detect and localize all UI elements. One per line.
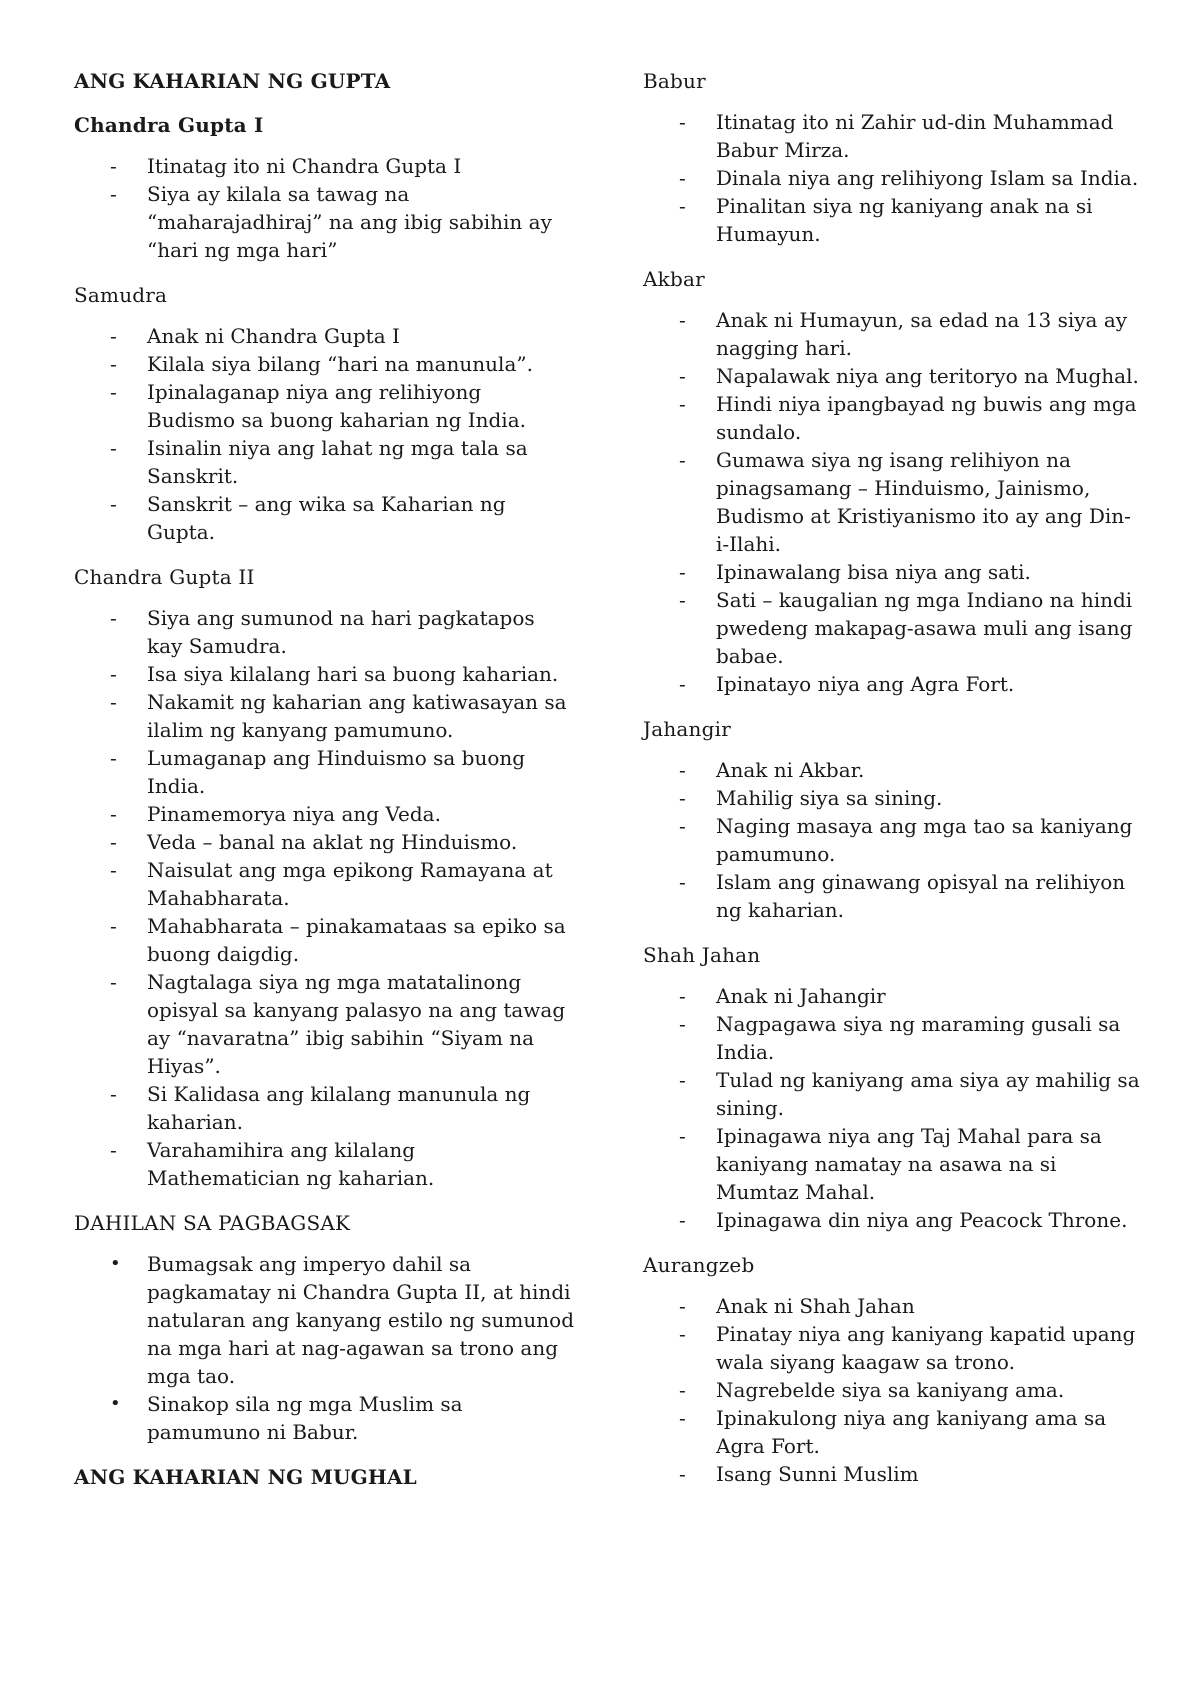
list-item	[643, 868, 1143, 924]
list-item-text: Bumagsak ang imperyo dahil sa pagkamatay ni Chandra Gupta II, at hindi natularan ang kanyang estilo ng sumunod na mga hari at nag-agawan sa trono ang mga tao.	[147, 1252, 575, 1388]
list-item	[74, 856, 574, 912]
list-item	[74, 152, 574, 180]
list-marker: -	[110, 914, 117, 938]
list-marker: -	[110, 830, 117, 854]
section-heading-chandra-gupta-i: Chandra Gupta I	[74, 113, 264, 137]
list-marker: -	[110, 1138, 117, 1162]
list-item-text: Nagrebelde siya sa kaniyang ama.	[716, 1378, 1065, 1402]
list-item-text: Pinamemorya niya ang Veda.	[147, 802, 441, 826]
list-marker: -	[679, 984, 686, 1008]
list-item	[643, 446, 1143, 558]
list-marker: -	[679, 1322, 686, 1346]
list-item	[643, 1460, 1143, 1488]
list-item-text: Mahabharata – pinakamataas sa epiko sa buong daigdig.	[147, 914, 566, 966]
list-item	[74, 378, 574, 434]
list-item-text: Isang Sunni Muslim	[716, 1462, 919, 1486]
list-marker: -	[679, 588, 686, 612]
list-item-text: Anak ni Jahangir	[716, 984, 886, 1008]
list-marker: -	[110, 690, 117, 714]
list-item-text: Itinatag ito ni Chandra Gupta I	[147, 154, 462, 178]
list-item-text: Ipinalaganap niya ang relihiyong Budismo sa buong kaharian ng India.	[147, 380, 526, 432]
list-item-text: Mahilig siya sa sining.	[716, 786, 943, 810]
list-item-text: Dinala niya ang relihiyong Islam sa India.	[716, 166, 1139, 190]
list-item	[643, 390, 1143, 446]
list-marker: -	[110, 154, 117, 178]
list-marker: -	[110, 324, 117, 348]
section-list-shah-jahan	[643, 982, 1143, 1234]
list-marker: •	[110, 1393, 121, 1414]
list-item	[643, 362, 1143, 390]
list-item	[643, 1206, 1143, 1234]
list-marker: -	[679, 1294, 686, 1318]
section-heading-akbar: Akbar	[643, 267, 705, 291]
list-item	[643, 812, 1143, 868]
list-item-text: Islam ang ginawang opisyal na relihiyon ng kaharian.	[716, 870, 1126, 922]
list-item-text: Varahamihira ang kilalang Mathematician ng kaharian.	[147, 1138, 435, 1190]
list-marker: -	[110, 746, 117, 770]
list-marker: •	[110, 1253, 121, 1274]
list-item	[643, 784, 1143, 812]
section-heading-babur: Babur	[643, 69, 706, 93]
list-marker: -	[110, 182, 117, 206]
list-item-text: Veda – banal na aklat ng Hinduismo.	[147, 830, 518, 854]
list-marker: -	[679, 194, 686, 218]
list-item-text: Sanskrit – ang wika sa Kaharian ng Gupta.	[147, 492, 506, 544]
list-marker: -	[679, 814, 686, 838]
list-item	[643, 1010, 1143, 1066]
section-heading-shah-jahan: Shah Jahan	[643, 943, 761, 967]
list-item	[643, 670, 1143, 698]
list-item	[74, 800, 574, 828]
list-item	[643, 558, 1143, 586]
section-list-chandra-gupta-i	[74, 152, 574, 264]
list-marker: -	[679, 364, 686, 388]
list-item	[643, 1292, 1143, 1320]
list-marker: -	[110, 606, 117, 630]
list-marker: -	[679, 392, 686, 416]
list-item	[74, 744, 574, 800]
list-item-text: Ipinagawa niya ang Taj Mahal para sa kaniyang namatay na asawa na si Mumtaz Mahal.	[716, 1124, 1102, 1204]
section-heading-ang-kaharian-ng-mughal: ANG KAHARIAN NG MUGHAL	[74, 1465, 417, 1489]
list-item	[74, 828, 574, 856]
section-list-babur	[643, 108, 1143, 248]
list-item-text: Ipinatayo niya ang Agra Fort.	[716, 672, 1015, 696]
list-item	[643, 982, 1143, 1010]
list-item-text: Kilala siya bilang “hari na manunula”.	[147, 352, 533, 376]
list-marker: -	[679, 110, 686, 134]
list-marker: -	[679, 1208, 686, 1232]
list-item	[74, 912, 574, 968]
list-item-text: Nagtalaga siya ng mga matatalinong opisyal sa kanyang palasyo na ang tawag ay “navaratna” ibig sabihin “Siyam na Hiyas”.	[147, 970, 566, 1078]
list-marker: -	[679, 1068, 686, 1092]
list-item	[643, 586, 1143, 670]
list-item-text: Siya ay kilala sa tawag na “maharajadhiraj” na ang ibig sabihin ay “hari ng mga hari”	[147, 182, 552, 262]
list-item-text: Gumawa siya ng isang relihiyon na pinagsamang – Hinduismo, Jainismo, Budismo at Kristiyanismo ito ay ang Din-i-Ilahi.	[716, 448, 1131, 556]
list-item	[643, 1320, 1143, 1376]
list-marker: -	[110, 858, 117, 882]
section-heading-aurangzeb: Aurangzeb	[643, 1253, 755, 1277]
list-item	[74, 180, 574, 264]
list-item	[74, 1390, 574, 1446]
list-item	[643, 756, 1143, 784]
list-item-text: Itinatag ito ni Zahir ud-din Muhammad Babur Mirza.	[716, 110, 1114, 162]
section-list-aurangzeb	[643, 1292, 1143, 1488]
list-marker: -	[679, 1012, 686, 1036]
list-marker: -	[679, 1406, 686, 1430]
list-item-text: Pinalitan siya ng kaniyang anak na si Humayun.	[716, 194, 1093, 246]
list-item	[74, 322, 574, 350]
list-marker: -	[679, 560, 686, 584]
section-list-samudra	[74, 322, 574, 546]
list-marker: -	[110, 436, 117, 460]
list-item-text: Lumaganap ang Hinduismo sa buong India.	[147, 746, 526, 798]
list-item	[74, 604, 574, 660]
list-marker: -	[110, 380, 117, 404]
list-marker: -	[679, 758, 686, 782]
list-item-text: Isa siya kilalang hari sa buong kaharian.	[147, 662, 559, 686]
list-item	[643, 1066, 1143, 1122]
list-marker: -	[110, 1082, 117, 1106]
section-list-chandra-gupta-ii	[74, 604, 574, 1192]
section-heading-dahilan-sa-pagbagsak: DAHILAN SA PAGBAGSAK	[74, 1211, 351, 1235]
list-item	[74, 968, 574, 1080]
list-item-text: Nagpagawa siya ng maraming gusali sa India.	[716, 1012, 1121, 1064]
list-item-text: Naging masaya ang mga tao sa kaniyang pamumuno.	[716, 814, 1133, 866]
list-marker: -	[110, 662, 117, 686]
right-column	[643, 66, 1143, 1504]
list-item-text: Sinakop sila ng mga Muslim sa pamumuno ni Babur.	[147, 1392, 463, 1444]
section-heading-jahangir: Jahangir	[643, 717, 731, 741]
list-item	[74, 434, 574, 490]
list-item	[74, 1080, 574, 1136]
list-item	[74, 688, 574, 744]
list-item	[643, 108, 1143, 164]
list-item	[74, 1250, 574, 1390]
left-column	[74, 66, 574, 1504]
list-item-text: Pinatay niya ang kaniyang kapatid upang wala siyang kaagaw sa trono.	[716, 1322, 1136, 1374]
list-item	[74, 1136, 574, 1192]
list-marker: -	[110, 352, 117, 376]
list-marker: -	[679, 672, 686, 696]
list-marker: -	[679, 1124, 686, 1148]
list-item	[74, 660, 574, 688]
list-item-text: Ipinawalang bisa niya ang sati.	[716, 560, 1031, 584]
list-item	[643, 1404, 1143, 1460]
list-item-text: Ipinakulong niya ang kaniyang ama sa Agra Fort.	[716, 1406, 1107, 1458]
list-marker: -	[110, 802, 117, 826]
list-item	[643, 1376, 1143, 1404]
list-item-text: Tulad ng kaniyang ama siya ay mahilig sa sining.	[716, 1068, 1140, 1120]
list-item	[74, 490, 574, 546]
section-heading-samudra: Samudra	[74, 283, 168, 307]
list-marker: -	[679, 1378, 686, 1402]
list-item	[643, 164, 1143, 192]
list-item-text: Anak ni Akbar.	[716, 758, 865, 782]
section-list-dahilan-sa-pagbagsak	[74, 1250, 574, 1446]
list-item-text: Anak ni Shah Jahan	[716, 1294, 915, 1318]
list-item-text: Napalawak niya ang teritoryo na Mughal.	[716, 364, 1139, 388]
section-list-jahangir	[643, 756, 1143, 924]
list-item-text: Anak ni Humayun, sa edad na 13 siya ay nagging hari.	[716, 308, 1128, 360]
list-item-text: Hindi niya ipangbayad ng buwis ang mga sundalo.	[716, 392, 1137, 444]
list-item-text: Nakamit ng kaharian ang katiwasayan sa ilalim ng kanyang pamumuno.	[147, 690, 567, 742]
list-item	[643, 306, 1143, 362]
list-item	[643, 192, 1143, 248]
list-marker: -	[110, 970, 117, 994]
list-marker: -	[110, 492, 117, 516]
section-heading-chandra-gupta-ii: Chandra Gupta II	[74, 565, 255, 589]
list-item-text: Si Kalidasa ang kilalang manunula ng kaharian.	[147, 1082, 531, 1134]
list-marker: -	[679, 166, 686, 190]
list-marker: -	[679, 786, 686, 810]
list-marker: -	[679, 1462, 686, 1486]
list-marker: -	[679, 308, 686, 332]
list-item-text: Ipinagawa din niya ang Peacock Throne.	[716, 1208, 1128, 1232]
list-item-text: Siya ang sumunod na hari pagkatapos kay Samudra.	[147, 606, 535, 658]
list-item	[643, 1122, 1143, 1206]
list-item-text: Isinalin niya ang lahat ng mga tala sa Sanskrit.	[147, 436, 528, 488]
section-heading-ang-kaharian-ng-gupta: ANG KAHARIAN NG GUPTA	[74, 69, 391, 93]
section-list-akbar	[643, 306, 1143, 698]
list-item-text: Sati – kaugalian ng mga Indiano na hindi pwedeng makapag-asawa muli ang isang babae.	[716, 588, 1133, 668]
list-item-text: Naisulat ang mga epikong Ramayana at Mahabharata.	[147, 858, 553, 910]
list-marker: -	[679, 448, 686, 472]
list-item	[74, 350, 574, 378]
list-item-text: Anak ni Chandra Gupta I	[147, 324, 400, 348]
list-marker: -	[679, 870, 686, 894]
